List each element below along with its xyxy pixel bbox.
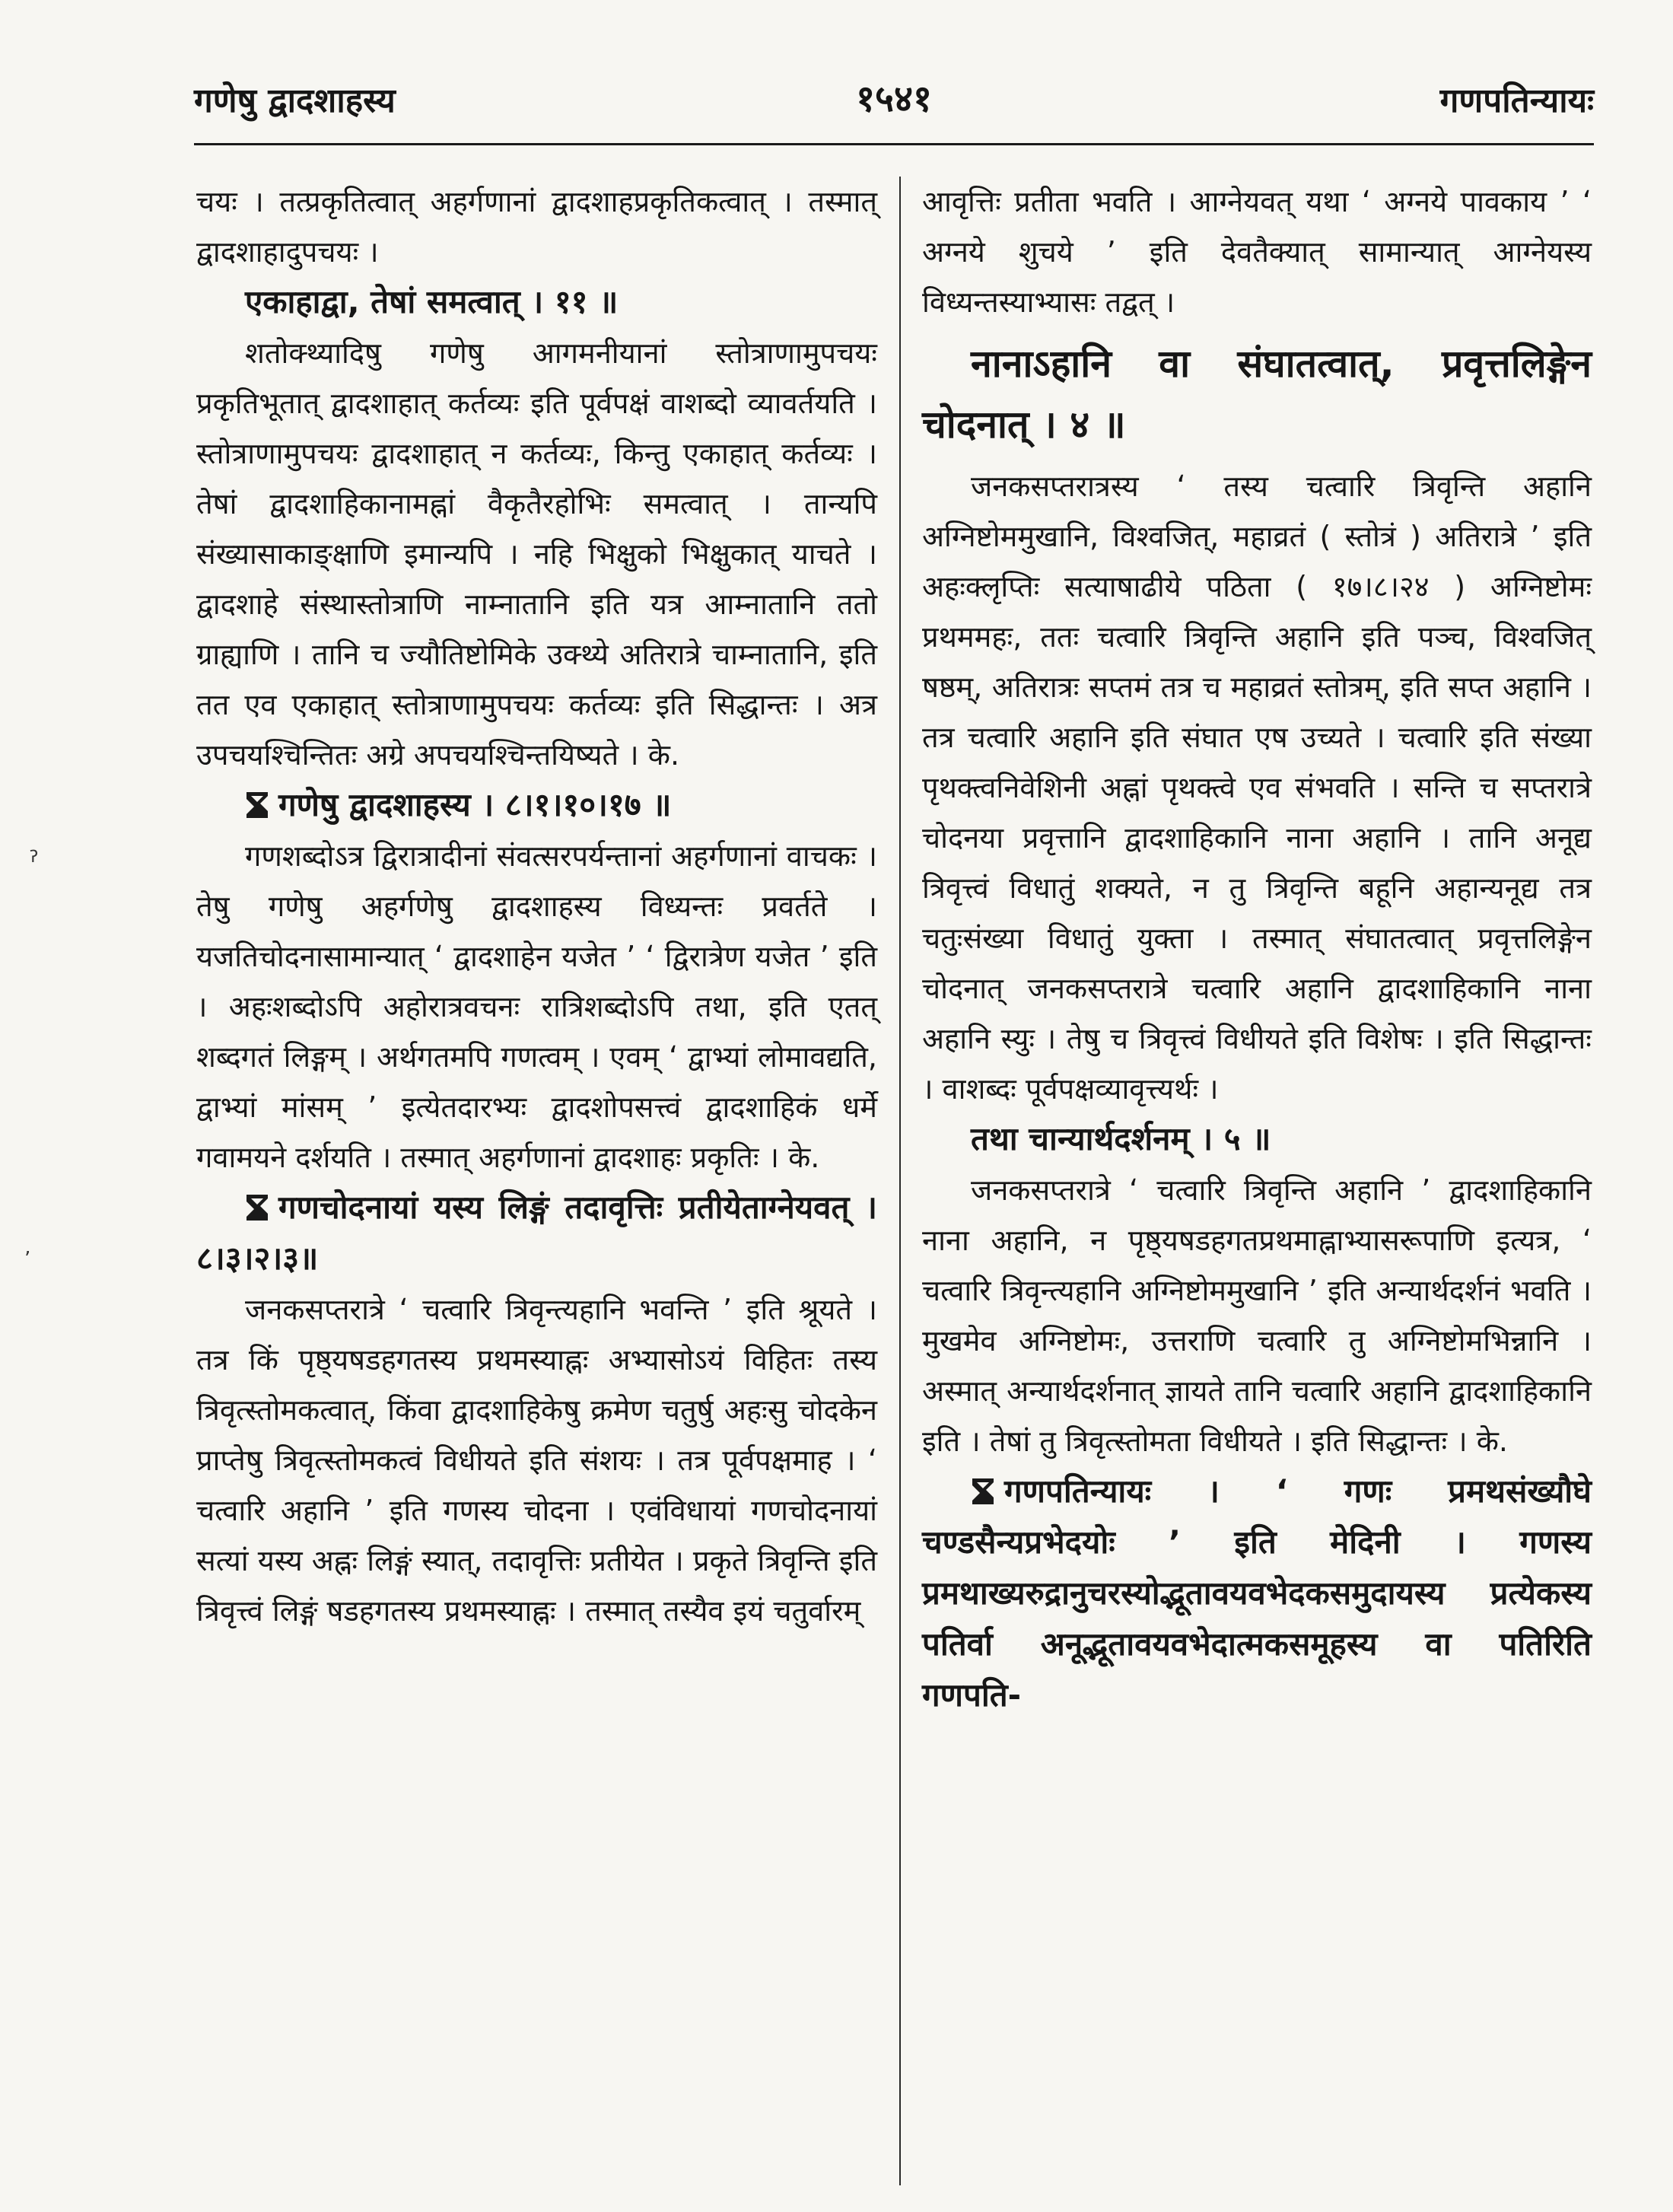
body-paragraph [196,831,877,1182]
section-mark-icon [245,790,269,820]
running-header [194,70,1594,138]
sutra-text: एकाहाद्वा, तेषां समत्वात् । ११ ॥ [245,283,619,320]
entry-text: गणेषु द्वादशाहस्य । ८।१।१०।१७ ॥ [278,786,672,823]
column-divider [899,177,901,2185]
sutra-text: नानाऽहानि वा संघातत्वात्, प्रवृत्तलिङ्गेन चोदनात् । ४ ॥ [922,342,1592,447]
entry-heading [196,780,877,831]
paragraph-text: शतोक्थ्यादिषु गणेषु आगमनीयानां स्तोत्राणामुपचयः प्रकृतिभूतात् द्वादशाहात् कर्तव्यः इति पूर्वपक्षं वाशब्दो व्यावर्तयति । स्तोत्राणामुपचयः द्वादशाहात् न कर्तव्यः, किन्तु एकाहात् कर्तव्यः । तेषां द्वादशाहिकानामह्नां वैकृतैरहोभिः समत्वात् । तान्यपि संख्यासाकाङ्क्षाणि इमान्यपि । नहि भिक्षुको भिक्षुकात् याचते । द्वादशाहे संस्थास्तोत्राणि नाम्नातानि इति यत्र आम्नातानि ततो ग्राह्याणि । तानि च ज्यौतिष्टोमिके उक्थ्ये अतिरात्रे चाम्नातानि, इति तत एव एकाहात् स्तोत्राणामुपचयः कर्तव्यः इति सिद्धान्तः । अत्र उपचयश्चिन्तितः अग्रे अपचयश्चिन्तयिष्यते । के. [196,336,877,772]
sutra-text: तथा चान्यार्थदर्शनम् । ५ ॥ [971,1120,1271,1157]
body-paragraph [922,177,1592,327]
paragraph-text: गणशब्दोऽत्र द्विरात्रादीनां संवत्सरपर्यन्तानां अहर्गणानां वाचकः । तेषु गणेषु अहर्गणेषु द्वादशाहस्य विध्यन्तः प्रवर्तते । यजतिचोदनासामान्यात् ‘ द्वादशाहेन यजेत ’ ‘ द्विरात्रेण यजेत ’ इति । अहःशब्दोऽपि अहोरात्रवचनः रात्रिशब्दोऽपि तथा, इति एतत् शब्दगतं लिङ्गम् । अर्थगतमपि गणत्वम् । एवम् ‘ द्वाभ्यां लोमावद्यति, द्वाभ्यां मांसम् ’ इत्येतदारभ्यः द्वादशोपसत्त्वं द्वादशाहिकं धर्मे गवामयने दर्शयति । तस्मात् अहर्गणानां द्वादशाहः प्रकृतिः । के. [196,839,877,1174]
header-rule [194,143,1594,145]
margin-mark: ʼ [24,1248,31,1271]
page-number: १५४१ [856,78,932,120]
right-column [922,177,1592,1721]
entry-text: गणचोदनायां यस्य लिङ्गं तदावृत्तिः प्रतीयेताग्नेयवत् । ८।३।२।३॥ [196,1189,877,1277]
entry-heading [196,1182,877,1284]
paragraph-text: आवृत्तिः प्रतीता भवति । आग्नेयवत् यथा ‘ अग्नये पावकाय ’ ‘ अग्नये शुचये ’ इति देवतैक्यात् सामान्यात् आग्नेयस्य विध्यन्तस्याभ्यासः तद्वत् । [922,185,1592,319]
header-right-title: गणपतिन्यायः [1439,81,1594,120]
header-left-title: गणेषु द्वादशाहस्य [194,81,396,120]
body-paragraph [196,1284,877,1636]
paragraph-text: जनकसप्तरात्रे ‘ चत्वारि त्रिवृन्त्यहानि भवन्ति ’ इति श्रूयते । तत्र किं पृष्ठ्यषडहगतस्य प्रथमस्याह्नः अभ्यासोऽयं विहितः तस्य त्रिवृत्स्तोमकत्वात्, किंवा द्वादशाहिकेषु क्रमेण चतुर्षु अहःसु चोदकेन प्राप्तेषु त्रिवृत्स्तोमकत्वं विधीयते इति संशयः । तत्र पूर्वपक्षमाह । ‘ चत्वारि अहानि ’ इति गणस्य चोदना । एवंविधायां गणचोदनायां सत्यां यस्य अह्नः लिङ्गं स्यात्, तदावृत्तिः प्रतीयेत । प्रकृते त्रिवृन्ति इति त्रिवृत्त्वं लिङ्गं षडहगतस्य प्रथमस्याह्नः । तस्मात् तस्यैव इयं चतुर्वारम् [196,1293,877,1628]
body-paragraph [922,461,1592,1114]
paragraph-text: जनकसप्तरात्रस्य ‘ तस्य चत्वारि त्रिवृन्ति अहानि अग्निष्टोममुखानि, विश्वजित्, महाव्रतं ( स्तोत्रं ) अतिरात्रे ’ इति अहःक्लृप्तिः सत्याषाढीये पठिता ( १७।८।२४ ) अग्निष्टोमः प्रथममहः, ततः चत्वारि त्रिवृन्ति अहानि इति पञ्च, विश्वजित् षष्ठम्, अतिरात्रः सप्तमं तत्र च महाव्रतं स्तोत्रम्, इति सप्त अहानि । तत्र चत्वारि अहानि इति संघात एष उच्यते । चत्वारि इति संख्या पृथक्त्वनिवेशिनी अह्नां पृथक्त्वे एव संभवति । सन्ति च सप्तरात्रे चोदनया प्रवृत्तानि द्वादशाहिकानि नाना अहानि । तानि अनूद्य त्रिवृत्त्वं विधातुं शक्यते, न तु त्रिवृन्ति बहूनि अहान्यनूद्य तत्र चतुःसंख्या विधातुं युक्ता । तस्मात् संघातत्वात् प्रवृत्तलिङ्गेन चोदनात् जनकसप्तरात्रे चत्वारि अहानि द्वादशाहिकानि नाना अहानि स्युः । तेषु च त्रिवृत्त्वं विधीयते इति विशेषः । इति सिद्धान्तः । वाशब्दः पूर्वपक्षव्यावृत्त्यर्थः । [922,469,1592,1106]
left-column [196,177,877,1636]
paragraph-text: चयः । तत्प्रकृतित्वात् अहर्गणानां द्वादशाहप्रकृतिकत्वात् । तस्मात् द्वादशाहादुपचयः । [196,185,877,269]
paragraph-text: जनकसप्तरात्रे ‘ चत्वारि त्रिवृन्ति अहानि ’ द्वादशाहिकानि नाना अहानि, न पृष्ठ्यषडहगतप्रथमाह्नाभ्यासरूपाणि इत्यत्र, ‘ चत्वारि त्रिवृन्त्यहानि अग्निष्टोममुखानि ’ इति अन्यार्थदर्शनं भवति । मुखमेव अग्निष्टोमः, उत्तराणि चत्वारि तु अग्निष्टोमभिन्नानि । अस्मात् अन्यार्थदर्शनात् ज्ञायते तानि चत्वारि अहानि द्वादशाहिकानि इति । तेषां तु त्रिवृत्स्तोमता विधीयते । इति सिद्धान्तः । के. [922,1173,1592,1458]
body-paragraph [196,177,877,277]
body-paragraph [922,1165,1592,1466]
margin-mark: ॽ [29,845,39,867]
entry-text: गणपतिन्यायः । ‘ गणः प्रमथसंख्यौघे चण्डसैन्यप्रभेदयोः ’ इति मेदिनी । गणस्य प्रमथाख्यरुद्रानुचरस्योद्भूतावयवभेदकसमुदायस्य प्रत्येकस्य पतिर्वा अनूद्भूतावयवभेदात्मकसमूहस्य वा पतिरिति गणपति- [922,1472,1592,1714]
sutra-heading [196,277,877,328]
body-paragraph [196,328,877,780]
sutra-heading [922,1114,1592,1165]
sutra-heading-large [922,333,1592,455]
entry-heading [922,1466,1592,1721]
section-mark-icon [245,1192,269,1223]
section-mark-icon [971,1476,995,1507]
